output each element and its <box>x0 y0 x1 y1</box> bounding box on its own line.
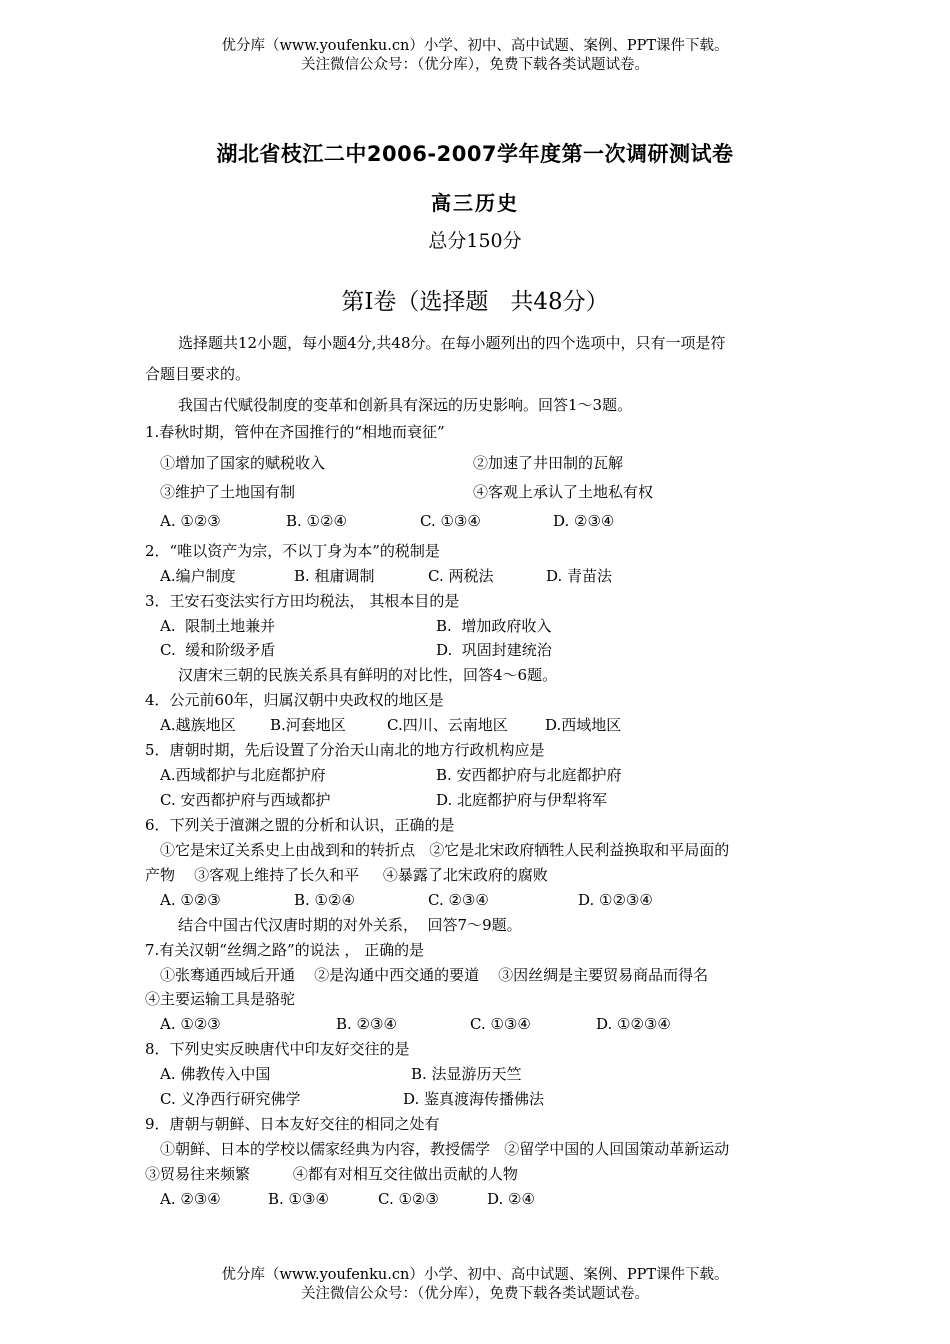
question-8-option-a: A. 佛教传入中国 <box>160 1065 271 1083</box>
question-1-stem: 1.春秋时期，管仲在齐国推行的“相地而衰征” <box>145 423 445 441</box>
question-2-option-a: A.编户制度 <box>160 567 236 585</box>
question-3-option-c: C. 缓和阶级矛盾 <box>160 641 276 659</box>
question-1-option-b: B. ①②④ <box>286 512 347 530</box>
question-9-option-d: D. ②④ <box>487 1190 535 1208</box>
intro-line-1: 选择题共12小题，每小题4分,共48分。在每小题列出的四个选项中，只有一项是符 <box>178 334 726 352</box>
question-1-statement-3: ③维护了土地国有制 <box>160 483 296 501</box>
question-2-option-d: D. 青苗法 <box>546 567 613 585</box>
question-8-option-c: C. 义净西行研究佛学 <box>160 1090 301 1108</box>
footer-line-1: 优分库（www.youfenku.cn）小学、初中、高中试题、案例、PPT课件下载。 <box>221 1267 729 1283</box>
group-intro-2: 汉唐宋三朝的民族关系具有鲜明的对比性，回答4～6题。 <box>178 666 558 684</box>
question-7-statements-line-2: ④主要运输工具是骆驼 <box>145 990 296 1008</box>
question-7-option-b: B. ②③④ <box>336 1015 397 1033</box>
question-1-option-d: D. ②③④ <box>553 512 615 530</box>
question-1-statement-1: ①增加了国家的赋税收入 <box>160 454 326 472</box>
question-9-option-a: A. ②③④ <box>160 1190 221 1208</box>
question-9-stem: 9．唐朝与朝鲜、日本友好交往的相同之处有 <box>145 1115 440 1133</box>
exam-total-score: 总分150分 <box>428 230 522 252</box>
exam-subject: 高三历史 <box>431 191 519 215</box>
question-5-option-a: A.西域都护与北庭都护府 <box>160 766 326 784</box>
question-4-option-d: D.西域地区 <box>545 716 622 734</box>
question-6-statements-line-1: ①它是宋辽关系史上由战到和的转折点 ②它是北宋政府牺牲人民利益换取和平局面的 <box>160 841 730 859</box>
footer-line-2: 关注微信公众号：（优分库），免费下载各类试题试卷。 <box>301 1286 649 1302</box>
question-9-statements-line-2: ③贸易往来频繁 ④都有对相互交往做出贡献的人物 <box>145 1165 518 1183</box>
question-9-statements-line-1: ①朝鲜、日本的学校以儒家经典为内容，教授儒学 ②留学中国的人回国策动革新运动 <box>160 1140 730 1158</box>
question-3-stem: 3．王安石变法实行方田均税法， 其根本目的是 <box>145 592 460 610</box>
section-title: 第Ⅰ卷（选择题 共48分） <box>341 289 609 315</box>
page-header <box>0 37 950 75</box>
question-4-option-b: B.河套地区 <box>270 716 346 734</box>
question-5-option-c: C. 安西都护府与西域都护 <box>160 791 331 809</box>
question-4-stem: 4．公元前60年，归属汉朝中央政权的地区是 <box>145 691 444 709</box>
question-5-option-b: B. 安西都护府与北庭都护府 <box>436 766 622 784</box>
question-2-option-b: B. 租庸调制 <box>294 567 375 585</box>
question-2-option-c: C. 两税法 <box>428 567 494 585</box>
question-3-option-a: A. 限制土地兼并 <box>160 617 276 635</box>
question-4-option-a: A.越族地区 <box>160 716 236 734</box>
question-8-option-d: D. 鉴真渡海传播佛法 <box>403 1090 545 1108</box>
question-1-statement-4: ④客观上承认了土地私有权 <box>473 483 654 501</box>
question-5-stem: 5．唐朝时期，先后设置了分治天山南北的地方行政机构应是 <box>145 741 545 759</box>
question-1-option-a: A. ①②③ <box>160 512 221 530</box>
question-9-option-c: C. ①②③ <box>378 1190 439 1208</box>
group-intro-3: 结合中国古代汉唐时期的对外关系， 回答7～9题。 <box>178 916 522 934</box>
header-line-2: 关注微信公众号：（优分库），免费下载各类试题试卷。 <box>301 57 649 73</box>
question-6-stem: 6．下列关于澶渊之盟的分析和认识，正确的是 <box>145 816 455 834</box>
question-8-option-b: B. 法显游历天竺 <box>411 1065 522 1083</box>
question-3-option-b: B. 增加政府收入 <box>436 617 552 635</box>
question-6-option-d: D. ①②③④ <box>578 891 653 909</box>
question-9-option-b: B. ①③④ <box>268 1190 329 1208</box>
page-footer <box>0 1266 950 1304</box>
question-6-option-c: C. ②③④ <box>428 891 489 909</box>
question-7-option-a: A. ①②③ <box>160 1015 221 1033</box>
question-6-statements-line-2: 产物 ③客观上维持了长久和平 ④暴露了北宋政府的腐败 <box>145 866 548 884</box>
question-5-option-d: D. 北庭都护府与伊犁将军 <box>436 791 608 809</box>
question-7-option-c: C. ①③④ <box>470 1015 531 1033</box>
question-8-stem: 8．下列史实反映唐代中印友好交往的是 <box>145 1040 410 1058</box>
question-4-option-c: C.四川、云南地区 <box>387 716 508 734</box>
question-3-option-d: D. 巩固封建统治 <box>436 641 552 659</box>
exam-title: 湖北省枝江二中2006-2007学年度第一次调研测试卷 <box>216 142 734 166</box>
question-7-option-d: D. ①②③④ <box>596 1015 671 1033</box>
question-2-stem: 2．“唯以资产为宗，不以丁身为本”的税制是 <box>145 542 440 560</box>
header-line-1: 优分库（www.youfenku.cn）小学、初中、高中试题、案例、PPT课件下载。 <box>221 38 729 54</box>
question-6-option-a: A. ①②③ <box>160 891 221 909</box>
question-6-option-b: B. ①②④ <box>294 891 355 909</box>
group-intro-1: 我国古代赋役制度的变革和创新具有深远的历史影响。回答1～3题。 <box>178 396 633 414</box>
question-1-option-c: C. ①③④ <box>420 512 481 530</box>
question-7-stem: 7.有关汉朝“丝绸之路”的说法 ， 正确的是 <box>145 941 425 959</box>
question-7-statements-line-1: ①张骞通西域后开通 ②是沟通中西交通的要道 ③因丝绸是主要贸易商品而得名 <box>160 966 709 984</box>
intro-line-2: 合题目要求的。 <box>145 365 251 383</box>
question-1-statement-2: ②加速了井田制的瓦解 <box>473 454 624 472</box>
